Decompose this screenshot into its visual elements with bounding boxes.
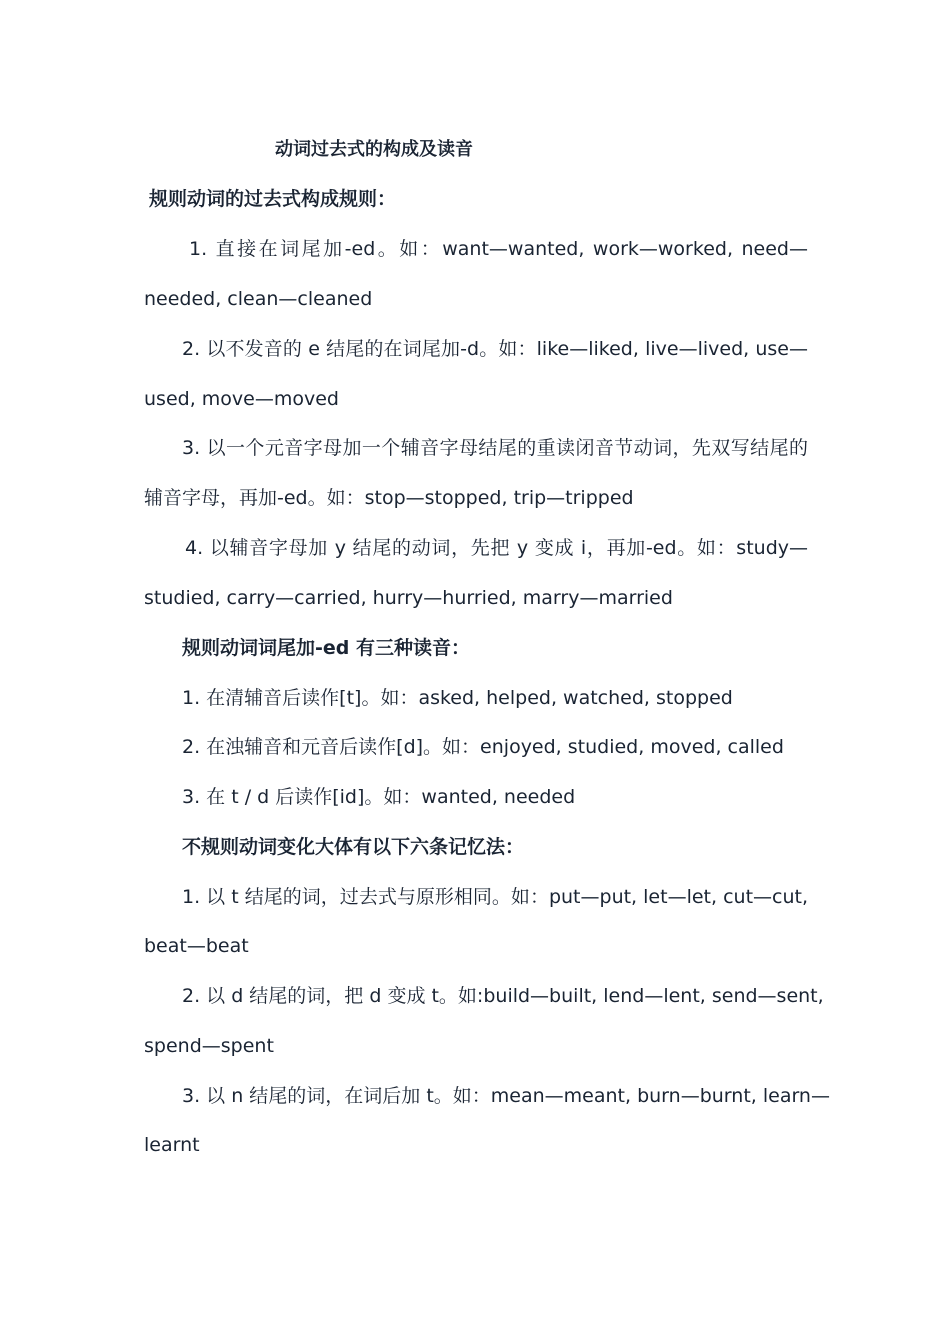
rule-4-line-2: studied, carry—carried, hurry—hurried, marry—married — [144, 587, 673, 609]
irregular-2-line-1: 2. 以 d 结尾的词，把 d 变成 t。如:build—built, lend—lent, send—sent, — [182, 985, 824, 1007]
rule-3-line-2: 辅音字母，再加-ed。如：stop—stopped, trip—tripped — [144, 487, 634, 509]
section-heading-irregular: 不规则动词变化大体有以下六条记忆法： — [182, 836, 525, 858]
section-heading-regular-rules: 规则动词的过去式构成规则： — [149, 188, 397, 210]
rule-4-line-1: 4. 以辅音字母加 y 结尾的动词，先把 y 变成 i，再加-ed。如：study— — [185, 537, 808, 559]
rule-1-line-2: needed, clean—cleaned — [144, 288, 373, 310]
rule-3-line-1: 3. 以一个元音字母加一个辅音字母结尾的重读闭音节动词，先双写结尾的 — [182, 437, 808, 459]
rule-2-line-1: 2. 以不发音的 e 结尾的在词尾加-d。如：like—liked, live—lived, use— — [182, 338, 808, 360]
irregular-3-line-2: learnt — [144, 1134, 200, 1156]
rule-1-line-1: 1. 直接在词尾加-ed。如：want—wanted, work—worked, need— — [189, 238, 808, 260]
pronunciation-1: 1. 在清辅音后读作[t]。如：asked, helped, watched, stopped — [182, 687, 733, 709]
irregular-1-line-1: 1. 以 t 结尾的词，过去式与原形相同。如：put—put, let—let, cut—cut, — [182, 886, 808, 908]
section-heading-pronunciation: 规则动词词尾加-ed 有三种读音： — [182, 637, 470, 659]
irregular-2-line-2: spend—spent — [144, 1035, 274, 1057]
document-title: 动词过去式的构成及读音 — [275, 139, 473, 160]
rule-2-line-2: used, move—moved — [144, 388, 339, 410]
pronunciation-2: 2. 在浊辅音和元音后读作[d]。如：enjoyed, studied, moved, called — [182, 736, 784, 758]
pronunciation-3: 3. 在 t / d 后读作[id]。如：wanted, needed — [182, 786, 576, 808]
irregular-1-line-2: beat—beat — [144, 935, 249, 957]
irregular-3-line-1: 3. 以 n 结尾的词，在词后加 t。如：mean—meant, burn—burnt, learn— — [182, 1085, 830, 1107]
